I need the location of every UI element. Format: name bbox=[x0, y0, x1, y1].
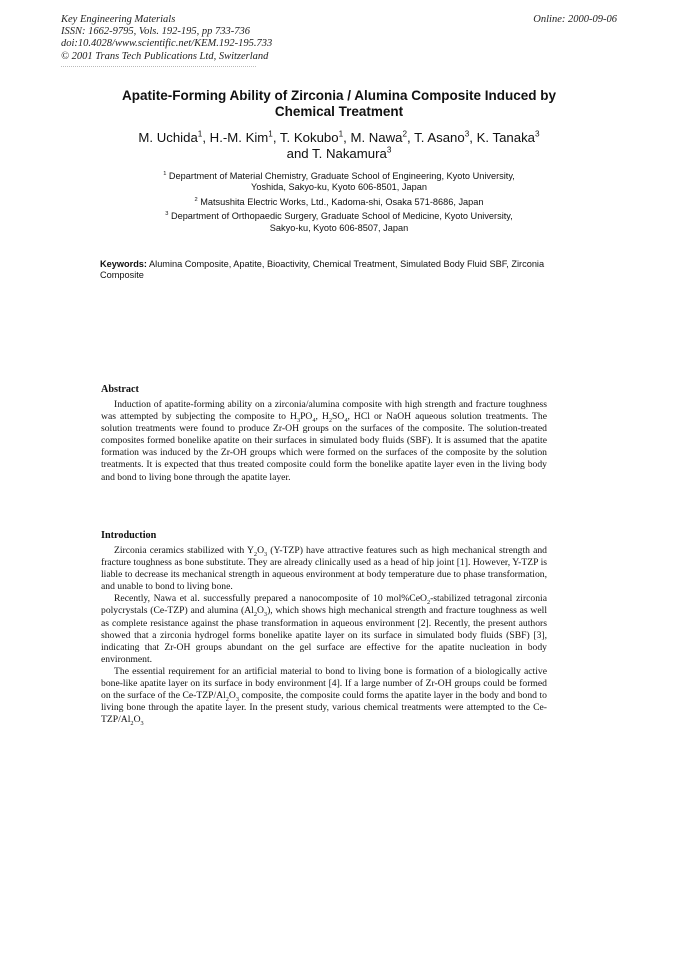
abstract-section bbox=[101, 384, 547, 484]
keywords-label: Keywords: bbox=[100, 259, 147, 269]
copyright-line: © 2001 Trans Tech Publications Ltd, Switzerland bbox=[61, 50, 269, 62]
affiliation-1: $^1$ Department of Material Chemistry, Graduate School of Engineering, Kyoto University, Yoshida, Sakyo-ku, Kyoto 606-8501, Japan bbox=[163, 170, 515, 193]
journal-name: Key Engineering Materials bbox=[61, 14, 176, 25]
abstract-paragraph: Induction of apatite-forming ability on a zirconia/alumina composite with high strength and fracture toughness was attempted by subjecting the composite to $H_3PO_4$, $H_2SO_4$, HCl or NaOH aqueous solution treatments. The solution treatments were found to produce Zr-OH groups on the surfaces of the composite. The solution-treated composites formed bonelike apatite on their surfaces in simulated body fluids (SBF). It is assumed that the apatite formation was induced by the Zr-OH groups which were formed on the surfaces of the composite by the solution treatments. It is expected that thus treated composite could form the bonelike apatite layer even in the living body and bond to living bone through the apatite layer. bbox=[101, 399, 548, 483]
author-4: M. Nawa$^2$, bbox=[350, 129, 415, 145]
issn-line: ISSN: 1662-9795, Vols. 192-195, pp 733-736 bbox=[61, 26, 250, 38]
page-header bbox=[61, 14, 617, 63]
affiliation-2: $^2$ Matsushita Electric Works, Ltd., Kadoma-shi, Osaka 571-8686, Japan bbox=[194, 196, 484, 207]
author-1: M. Uchida$^1$, bbox=[138, 129, 210, 145]
online-date: Online: 2000-09-06 bbox=[533, 14, 617, 25]
keywords-text: Alumina Composite, Apatite, Bioactivity, Chemical Treatment, Simulated Body Fluid SBF, Zirconia Composite bbox=[100, 259, 545, 281]
author-6: K. Tanaka$^3$ bbox=[476, 129, 540, 145]
intro-paragraph-2: Recently, Nawa et al. successfully prepared a nanocomposite of 10 mol%CeO$_2$-stabilized tetragonal zirconia polycrystals (Ce-TZP) and alumina $(Al_2O_3)$, which shows high mechanical strength and fracture toughness as well as complete resistance against the phase transformation in aqueous environment [2]. Recently, the present authors showed that a zirconia hydrogel forms bonelike apatite layer on its surface in simulated body fluids (SBF) [3], indicating that Zr-OH groups abundant on the gel surface are effective for the apatite nucleation in body environment. bbox=[101, 593, 547, 665]
affiliations bbox=[100, 171, 578, 237]
introduction-heading: Introduction bbox=[101, 530, 157, 541]
intro-paragraph-1: Zirconia ceramics stabilized with $Y_2O_3$ (Y-TZP) have attractive features such as high mechanical strength and fracture toughness as bone substitute. They are already clinically used as a head of hip joint [1]. However, Y-TZP is liable to decrease its mechanical strength in aqueous environment at body temperature due to phase transformation, and unable to bond to living bone. bbox=[101, 545, 547, 593]
author-3: T. Kokubo$^1$, bbox=[279, 129, 351, 145]
affiliation-3: $^3$ Department of Orthopaedic Surgery, Graduate School of Medicine, Kyoto University, Sakyo-ku, Kyoto 606-8507, Japan bbox=[165, 211, 513, 233]
author-2: H.-M. Kim$^1$, bbox=[209, 129, 280, 145]
author-5: T. Asano$^3$, bbox=[414, 129, 477, 145]
author-7: and T. Nakamura$^3$ bbox=[286, 145, 392, 161]
intro-paragraph-3: The essential requirement for an artificial material to bond to living bone is formation of a biologically active bone-like apatite layer on its surface in body environment [4]. If a large number of Zr-OH groups could be formed on the surface of the $Ce-TZP/Al_2O_3$ composite, the composite could forms the apatite layer in the body and bond to living bone through the apatite layer. In the present study, various chemical treatments were attempted to the $Ce-TZP/Al_2O_3$ bbox=[101, 665, 547, 728]
paper-title: Apatite-Forming Ability of Zirconia / Alumina Composite Induced by Chemical Treatment bbox=[121, 88, 557, 119]
abstract-heading: Abstract bbox=[101, 384, 139, 395]
keywords bbox=[100, 259, 550, 282]
doi-line[interactable]: doi:10.4028/www.scientific.net/KEM.192-195.733 bbox=[61, 38, 273, 50]
author-list bbox=[90, 130, 588, 162]
introduction-section bbox=[101, 530, 547, 726]
header-divider bbox=[61, 66, 256, 67]
